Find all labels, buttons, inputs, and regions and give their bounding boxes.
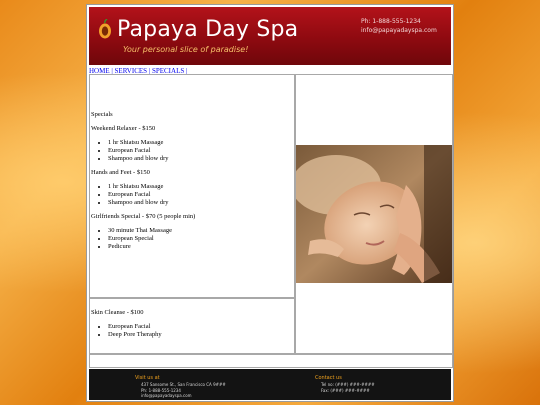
list-item: • Shampoo and blow dry [108, 199, 195, 207]
footer-contact-heading: Contact us [315, 375, 342, 381]
skin-cleanse-list [91, 309, 162, 339]
page-container [86, 4, 454, 402]
list-item: • Shampoo and blow dry [108, 155, 195, 163]
package-items [91, 323, 162, 339]
nav-separator: | [186, 67, 188, 75]
list-item: • Pedicure [108, 243, 195, 251]
list-item: • 30 minute Thai Massage [108, 227, 195, 235]
header-contact [361, 17, 437, 35]
nav-home-link[interactable]: HOME [89, 67, 110, 75]
footer-phone: Ph: 1-888-555-1234 [141, 387, 181, 393]
list-item: • 1 hr Shiatsu Massage [108, 183, 195, 191]
list-item: • European Facial [108, 191, 195, 199]
footer-tel: Tel no: (###) ###-#### [321, 382, 375, 387]
spa-facial-photo [296, 145, 452, 283]
header-phone: Ph: 1-888-555-1234 [361, 18, 421, 25]
package-items [91, 183, 195, 207]
specials-list [91, 111, 195, 257]
specials-heading: Specials [91, 111, 113, 118]
nav-separator: | [111, 67, 113, 75]
footer-contact-block [321, 382, 375, 393]
list-item: • Deep Pore Theraphy [108, 331, 162, 339]
footer-address-block [141, 382, 226, 399]
package-title: Hands and Feet - $150 [91, 169, 150, 176]
package-title: Weekend Relaxer - $150 [91, 125, 156, 132]
footer-address: 437 Sansome St., San Francisco CA 9### [141, 382, 226, 387]
list-item: • European Special [108, 235, 195, 243]
list-item: • 1 hr Shiatsu Massage [108, 139, 195, 147]
nav-services-link[interactable]: SERVICES [114, 67, 148, 75]
package-title: Skin Cleanse - $100 [91, 309, 144, 316]
footer-email[interactable]: info@papayadayspa.com [141, 393, 192, 398]
package-items [91, 227, 195, 251]
nav-separator: | [148, 67, 151, 75]
footer-visit-heading: Visit us at [135, 375, 160, 381]
header-email[interactable]: info@papayadayspa.com [361, 27, 437, 34]
site-footer [89, 369, 451, 400]
package-title: Girlfriends Special - $70 (5 people min) [91, 213, 196, 220]
list-item: • European Facial [108, 147, 195, 155]
package-items [91, 139, 195, 163]
specials-cell [89, 74, 295, 298]
nav-specials-link[interactable]: SPECIALS [151, 67, 185, 75]
site-header [89, 7, 451, 65]
tagline: Your personal slice of paradise! [123, 45, 249, 54]
papaya-logo-icon [98, 19, 112, 39]
spacer-cell [89, 354, 453, 368]
footer-fax: Fax: (###) ###-#### [321, 387, 370, 393]
brand-title[interactable]: Papaya Day Spa [117, 17, 299, 42]
photo-cell [295, 74, 453, 354]
list-item: • European Facial [108, 323, 162, 331]
skin-cleanse-cell [89, 298, 295, 354]
